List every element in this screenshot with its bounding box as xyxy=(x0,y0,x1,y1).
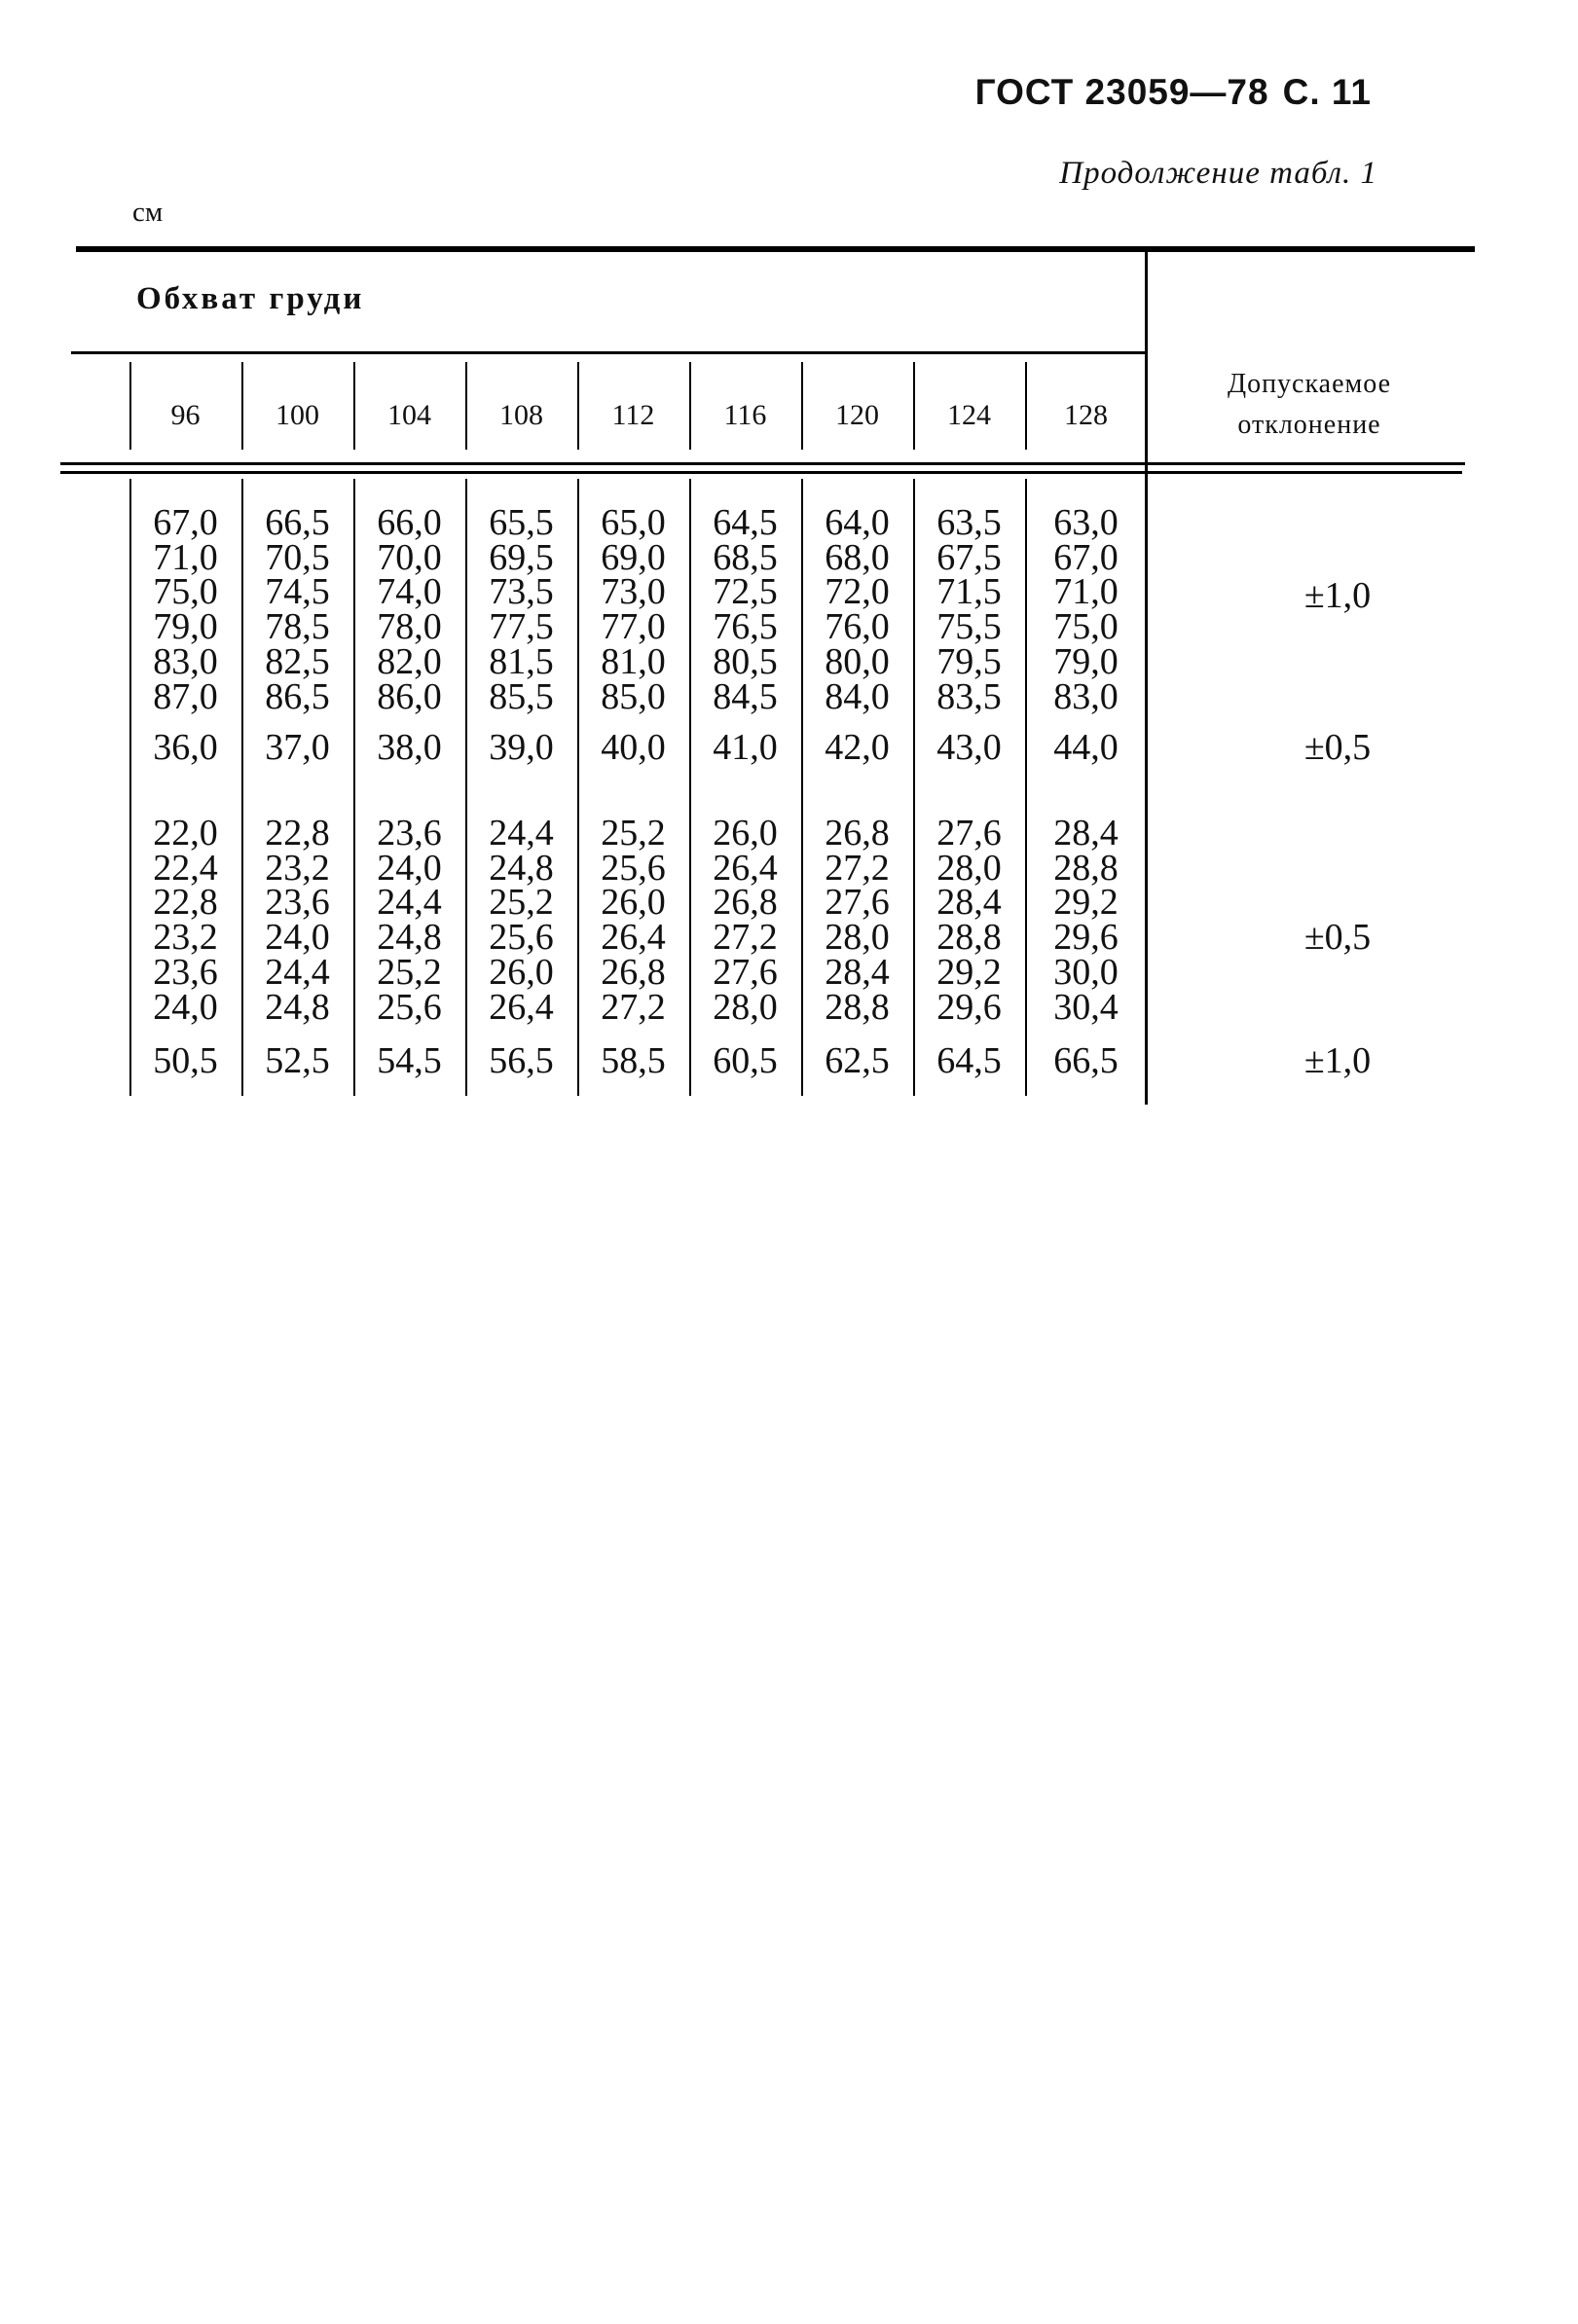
table-cell: 74,0 xyxy=(377,571,442,613)
table-cell: 56,5 xyxy=(489,1040,554,1081)
deviation-column-header xyxy=(1147,364,1472,446)
table-cell: 73,5 xyxy=(489,571,554,613)
table-cell: 27,2 xyxy=(601,986,666,1028)
table-cell: 27,2 xyxy=(825,847,890,889)
table-cell: 28,8 xyxy=(825,986,890,1028)
table-cell: 63,5 xyxy=(936,502,1002,543)
table-cell: 28,4 xyxy=(936,882,1002,924)
table-cell: 78,0 xyxy=(377,606,442,648)
table-cell: 79,0 xyxy=(1053,640,1119,682)
header-column-separator xyxy=(129,362,131,450)
table-cell: 30,0 xyxy=(1053,951,1119,993)
table-cell: 28,0 xyxy=(825,917,890,959)
table-cell: 23,6 xyxy=(377,813,442,853)
size-column-header: 116 xyxy=(723,399,767,431)
header-double-rule-upper xyxy=(60,462,1465,465)
table-cell: 68,5 xyxy=(713,536,778,578)
table-cell: 36,0 xyxy=(153,727,218,768)
table-cell: 24,4 xyxy=(377,882,442,924)
table-cell: 24,0 xyxy=(377,847,442,889)
table-cell: 26,0 xyxy=(601,882,666,924)
table-cell: 77,5 xyxy=(489,606,554,648)
table-cell: 85,5 xyxy=(489,675,554,717)
header-double-rule-lower xyxy=(60,471,1462,474)
table-cell: 81,5 xyxy=(489,640,554,682)
table-cell: 23,2 xyxy=(265,847,330,889)
table-cell: 24,4 xyxy=(489,813,554,853)
table-cell: 39,0 xyxy=(489,727,554,768)
table-cell: 28,0 xyxy=(713,986,778,1028)
table-cell: 23,6 xyxy=(153,951,218,993)
table-cell: 40,0 xyxy=(601,727,666,768)
table-cell: 64,0 xyxy=(825,502,890,543)
table-cell: 70,5 xyxy=(265,536,330,578)
table-cell: 69,0 xyxy=(601,536,666,578)
table-cell: 30,4 xyxy=(1053,986,1119,1028)
deviation-value: ±1,0 xyxy=(1303,1040,1372,1081)
table-cell: 25,6 xyxy=(489,917,554,959)
table-cell: 68,0 xyxy=(825,536,890,578)
table-cell: 65,5 xyxy=(489,502,554,543)
table-cell: 27,6 xyxy=(936,813,1002,853)
table-cell: 60,5 xyxy=(713,1040,778,1081)
header-column-separator xyxy=(241,362,243,450)
table-cell: 64,5 xyxy=(713,502,778,543)
table-cell: 26,8 xyxy=(825,813,890,853)
table-cell: 26,0 xyxy=(489,951,554,993)
table-cell: 69,5 xyxy=(489,536,554,578)
table-top-rule xyxy=(76,246,1475,252)
table-cell: 25,2 xyxy=(377,951,442,993)
table-cell: 44,0 xyxy=(1053,727,1119,768)
table-cell: 25,6 xyxy=(377,986,442,1028)
table-cell: 82,0 xyxy=(377,640,442,682)
table-cell: 27,6 xyxy=(713,951,778,993)
table-cell: 24,0 xyxy=(153,986,218,1028)
size-column-header: 96 xyxy=(170,399,201,431)
table-cell: 66,0 xyxy=(377,502,442,543)
table-cell: 67,0 xyxy=(1053,536,1119,578)
table-cell: 54,5 xyxy=(377,1040,442,1081)
table-cell: 74,5 xyxy=(265,571,330,613)
table-cell: 86,5 xyxy=(265,675,330,717)
table-cell: 22,8 xyxy=(153,882,218,924)
table-cell: 23,6 xyxy=(265,882,330,924)
table-cell: 22,0 xyxy=(153,813,218,853)
table-cell: 28,8 xyxy=(936,917,1002,959)
table-cell: 38,0 xyxy=(377,727,442,768)
table-cell: 28,8 xyxy=(1053,847,1119,889)
deviation-header-line2: отклонение xyxy=(1237,410,1381,440)
table-cell: 85,0 xyxy=(601,675,666,717)
table-cell: 80,5 xyxy=(713,640,778,682)
table-cell: 28,0 xyxy=(936,847,1002,889)
table-cell: 43,0 xyxy=(936,727,1002,768)
group-header-underline xyxy=(71,351,1147,354)
deviation-value: ±0,5 xyxy=(1303,917,1372,958)
table-cell: 65,0 xyxy=(601,502,666,543)
chest-girth-group-header: Обхват груди xyxy=(136,281,365,316)
table-cell: 28,4 xyxy=(1053,813,1119,853)
header-column-separator xyxy=(1025,362,1027,450)
header-column-separator xyxy=(689,362,691,450)
table-cell: 73,0 xyxy=(601,571,666,613)
table-cell: 86,0 xyxy=(377,675,442,717)
table-cell: 72,0 xyxy=(825,571,890,613)
table-cell: 52,5 xyxy=(265,1040,330,1081)
table-cell: 67,5 xyxy=(936,536,1002,578)
size-column-header: 112 xyxy=(611,399,655,431)
header-column-separator xyxy=(913,362,915,450)
table-cell: 71,0 xyxy=(153,536,218,578)
size-column-header: 104 xyxy=(387,399,431,431)
table-cell: 81,0 xyxy=(601,640,666,682)
table-cell: 24,8 xyxy=(265,986,330,1028)
header-column-separator xyxy=(353,362,355,450)
table-continuation-note: Продолжение табл. 1 xyxy=(1059,156,1377,191)
table-cell: 71,0 xyxy=(1053,571,1119,613)
unit-label: см xyxy=(132,197,164,228)
size-column-header: 128 xyxy=(1064,399,1108,431)
table-cell: 79,5 xyxy=(936,640,1002,682)
table-cell: 25,2 xyxy=(489,882,554,924)
table-cell: 27,2 xyxy=(713,917,778,959)
table-cell: 76,5 xyxy=(713,606,778,648)
table-cell: 24,0 xyxy=(265,917,330,959)
table-cell: 75,0 xyxy=(1053,606,1119,648)
deviation-value: ±1,0 xyxy=(1303,575,1372,616)
table-cell: 29,2 xyxy=(936,951,1002,993)
table-cell: 29,2 xyxy=(1053,882,1119,924)
table-cell: 58,5 xyxy=(601,1040,666,1081)
table-cell: 84,5 xyxy=(713,675,778,717)
size-column-header: 100 xyxy=(275,399,319,431)
header-column-separator xyxy=(577,362,579,450)
table-cell: 83,0 xyxy=(1053,675,1119,717)
table-cell: 41,0 xyxy=(713,727,778,768)
table-cell: 79,0 xyxy=(153,606,218,648)
table-cell: 63,0 xyxy=(1053,502,1119,543)
table-cell: 77,0 xyxy=(601,606,666,648)
table-cell: 26,4 xyxy=(713,847,778,889)
table-cell: 23,2 xyxy=(153,917,218,959)
table-cell: 28,4 xyxy=(825,951,890,993)
size-column-header: 108 xyxy=(499,399,543,431)
table-cell: 76,0 xyxy=(825,606,890,648)
table-cell: 82,5 xyxy=(265,640,330,682)
table-cell: 87,0 xyxy=(153,675,218,717)
table-cell: 26,0 xyxy=(713,813,778,853)
deviation-header-line1: Допускаемое xyxy=(1227,369,1392,399)
table-cell: 37,0 xyxy=(265,727,330,768)
table-cell: 62,5 xyxy=(825,1040,890,1081)
table-cell: 26,4 xyxy=(489,986,554,1028)
table-cell: 66,5 xyxy=(1053,1040,1119,1081)
table-cell: 70,0 xyxy=(377,536,442,578)
table-cell: 24,8 xyxy=(489,847,554,889)
standard-reference: ГОСТ 23059—78 xyxy=(974,72,1269,112)
table-cell: 26,8 xyxy=(713,882,778,924)
table-cell: 64,5 xyxy=(936,1040,1002,1081)
table-cell: 25,6 xyxy=(601,847,666,889)
table-cell: 71,5 xyxy=(936,571,1002,613)
table-cell: 67,0 xyxy=(153,502,218,543)
table-cell: 42,0 xyxy=(825,727,890,768)
header-column-separator xyxy=(465,362,467,450)
size-column-header: 124 xyxy=(947,399,991,431)
table-cell: 22,8 xyxy=(265,813,330,853)
size-column-header: 120 xyxy=(835,399,879,431)
table-cell: 78,5 xyxy=(265,606,330,648)
table-cell: 27,6 xyxy=(825,882,890,924)
table-cell: 29,6 xyxy=(1053,917,1119,959)
page-number: С. 11 xyxy=(1282,72,1372,112)
table-cell: 83,5 xyxy=(936,675,1002,717)
table-cell: 22,4 xyxy=(153,847,218,889)
deviation-value: ±0,5 xyxy=(1303,727,1372,768)
table-cell: 24,4 xyxy=(265,951,330,993)
table-cell: 75,0 xyxy=(153,571,218,613)
table-cell: 80,0 xyxy=(825,640,890,682)
table-cell: 75,5 xyxy=(936,606,1002,648)
table-cell: 25,2 xyxy=(601,813,666,853)
table-cell: 26,4 xyxy=(601,917,666,959)
table-cell: 29,6 xyxy=(936,986,1002,1028)
table-cell: 83,0 xyxy=(153,640,218,682)
table-cell: 24,8 xyxy=(377,917,442,959)
table-cell: 66,5 xyxy=(265,502,330,543)
table-cell: 72,5 xyxy=(713,571,778,613)
table-cell: 50,5 xyxy=(153,1040,218,1081)
header-column-separator xyxy=(801,362,803,450)
table-cell: 84,0 xyxy=(825,675,890,717)
table-cell: 26,8 xyxy=(601,951,666,993)
page-header xyxy=(975,72,1372,113)
